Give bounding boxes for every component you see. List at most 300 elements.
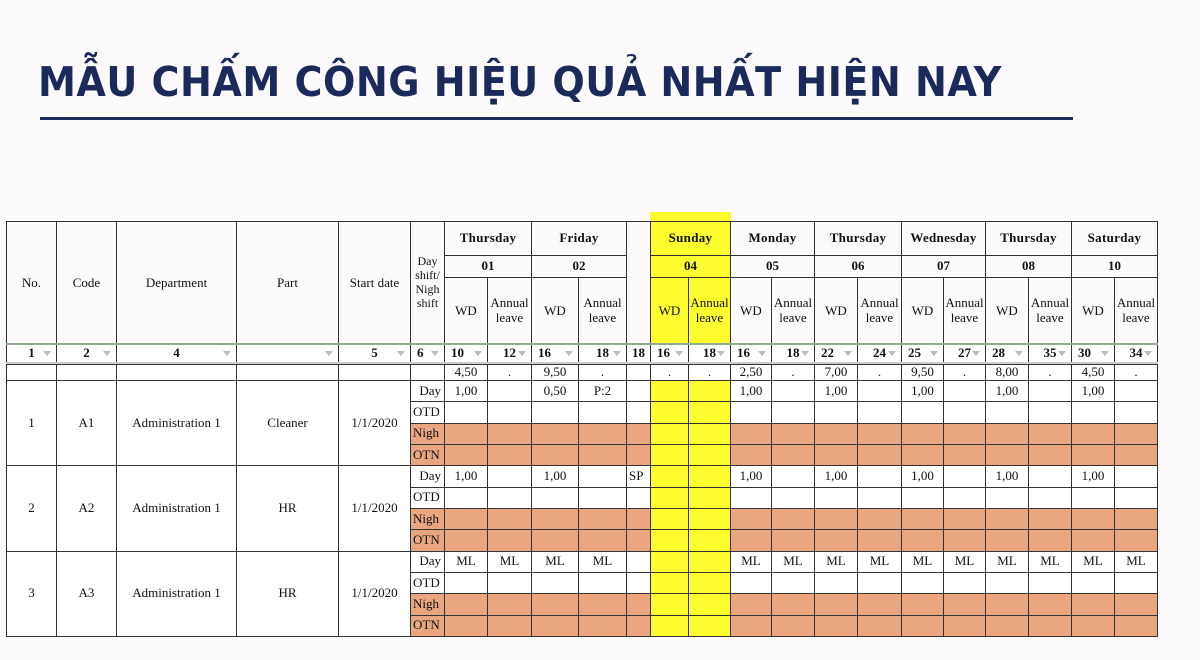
timesheet-cell[interactable] xyxy=(1028,529,1072,551)
summary-wd-total: 4,50 xyxy=(444,364,488,381)
timesheet-cell[interactable] xyxy=(1114,487,1158,509)
timesheet-cell[interactable] xyxy=(985,529,1029,551)
timesheet-cell[interactable]: SP xyxy=(626,465,651,487)
day-date-header: 10 xyxy=(1071,255,1158,278)
timesheet-cell[interactable] xyxy=(857,401,902,423)
filter-dropdown-icon[interactable] xyxy=(801,351,809,356)
filter-extra: 18 xyxy=(626,344,651,363)
timesheet-cell[interactable] xyxy=(444,508,488,530)
timesheet-cell[interactable] xyxy=(730,508,772,530)
timesheet-cell[interactable] xyxy=(531,401,579,423)
filter-dropdown-icon[interactable] xyxy=(1058,351,1066,356)
timesheet-cell[interactable]: 1,00 xyxy=(814,465,858,487)
summary-al-total: . xyxy=(943,364,986,381)
timesheet-cell[interactable] xyxy=(688,380,731,402)
filter-dropdown-icon[interactable] xyxy=(518,351,526,356)
timesheet-cell[interactable] xyxy=(650,508,689,530)
timesheet-cell[interactable] xyxy=(814,572,858,594)
employee-no: 2 xyxy=(6,465,57,551)
filter-start_date[interactable]: 5 xyxy=(338,344,411,363)
timesheet-cell[interactable] xyxy=(1114,401,1158,423)
summary-al-total: . xyxy=(857,364,902,381)
timesheet-cell[interactable] xyxy=(487,444,532,466)
filter-dropdown-icon[interactable] xyxy=(1101,351,1109,356)
timesheet-cell[interactable]: ML xyxy=(730,551,772,573)
timesheet-cell[interactable]: 1,00 xyxy=(1071,465,1115,487)
wd-header: WD xyxy=(650,277,689,345)
filter-dropdown-icon[interactable] xyxy=(103,351,111,356)
timesheet-cell[interactable] xyxy=(626,487,651,509)
timesheet-cell[interactable] xyxy=(688,593,731,615)
employee-department: Administration 1 xyxy=(116,465,237,551)
timesheet-cell[interactable] xyxy=(688,508,731,530)
timesheet-cell[interactable] xyxy=(531,444,579,466)
shift-label: Nigh xyxy=(410,423,445,445)
timesheet-cell[interactable] xyxy=(650,615,689,637)
timesheet-cell[interactable] xyxy=(1071,572,1115,594)
timesheet-cell[interactable] xyxy=(814,508,858,530)
employee-code: A1 xyxy=(56,380,117,466)
timesheet-cell[interactable] xyxy=(901,508,944,530)
wd-header: WD xyxy=(531,277,579,345)
timesheet-cell[interactable] xyxy=(487,593,532,615)
filter-dropdown-icon[interactable] xyxy=(717,351,725,356)
day-name-header: Thursday xyxy=(444,221,532,256)
timesheet-cell[interactable] xyxy=(1071,529,1115,551)
filter-dropdown-icon[interactable] xyxy=(397,351,405,356)
timesheet-cell[interactable] xyxy=(857,380,902,402)
timesheet-cell[interactable] xyxy=(1028,423,1072,445)
timesheet-cell[interactable] xyxy=(626,615,651,637)
timesheet-cell[interactable] xyxy=(1028,615,1072,637)
timesheet-cell[interactable] xyxy=(1114,529,1158,551)
timesheet-cell[interactable] xyxy=(1071,487,1115,509)
timesheet-cell[interactable] xyxy=(814,444,858,466)
timesheet-cell[interactable] xyxy=(578,508,627,530)
timesheet-cell[interactable] xyxy=(1071,423,1115,445)
shift-label: OTN xyxy=(410,529,445,551)
timesheet-cell[interactable] xyxy=(650,529,689,551)
timesheet-cell[interactable] xyxy=(578,401,627,423)
timesheet-cell[interactable] xyxy=(487,529,532,551)
summary-empty xyxy=(626,364,651,381)
timesheet-cell[interactable] xyxy=(626,551,651,573)
day-name-header: Monday xyxy=(730,221,815,256)
timesheet-cell[interactable] xyxy=(650,444,689,466)
filter-dropdown-icon[interactable] xyxy=(325,351,333,356)
timesheet-cell[interactable] xyxy=(688,615,731,637)
summary-wd-total: 8,00 xyxy=(985,364,1029,381)
timesheet-cell[interactable]: ML xyxy=(1028,551,1072,573)
day-date-header: 07 xyxy=(901,255,986,278)
shift-label: Day xyxy=(410,380,445,402)
timesheet-cell[interactable] xyxy=(531,593,579,615)
timesheet-cell[interactable]: 1,00 xyxy=(444,380,488,402)
timesheet-cell[interactable]: ML xyxy=(487,551,532,573)
timesheet-cell[interactable] xyxy=(650,551,689,573)
timesheet-cell[interactable] xyxy=(771,401,815,423)
filter-dropdown-icon[interactable] xyxy=(474,351,482,356)
day-date-header: 06 xyxy=(814,255,902,278)
summary-wd-total: 4,50 xyxy=(1071,364,1115,381)
timesheet-cell[interactable] xyxy=(1028,593,1072,615)
timesheet-cell[interactable] xyxy=(943,423,986,445)
timesheet-cell[interactable] xyxy=(531,572,579,594)
timesheet-cell[interactable] xyxy=(487,572,532,594)
timesheet-cell[interactable] xyxy=(857,572,902,594)
timesheet-cell[interactable]: ML xyxy=(814,551,858,573)
timesheet-cell[interactable] xyxy=(650,487,689,509)
timesheet-cell[interactable] xyxy=(943,572,986,594)
timesheet-cell[interactable] xyxy=(857,508,902,530)
filter-wd[interactable]: 10 xyxy=(444,344,488,363)
timesheet-cell[interactable] xyxy=(943,444,986,466)
shift-label: Day xyxy=(410,465,445,487)
day-date-header: 02 xyxy=(531,255,627,278)
timesheet-cell[interactable] xyxy=(901,529,944,551)
timesheet-cell[interactable] xyxy=(730,487,772,509)
timesheet-cell[interactable] xyxy=(531,508,579,530)
filter-dropdown-icon[interactable] xyxy=(223,351,231,356)
timesheet-cell[interactable]: 1,00 xyxy=(1071,380,1115,402)
timesheet-cell[interactable]: ML xyxy=(1114,551,1158,573)
timesheet-cell[interactable] xyxy=(985,401,1029,423)
timesheet-cell[interactable]: ML xyxy=(771,551,815,573)
timesheet-cell[interactable] xyxy=(901,401,944,423)
summary-wd-total: 9,50 xyxy=(531,364,579,381)
timesheet-cell[interactable] xyxy=(626,593,651,615)
timesheet-cell[interactable] xyxy=(771,593,815,615)
timesheet-cell[interactable] xyxy=(814,529,858,551)
header-part: Part xyxy=(236,221,339,345)
summary-al-total: . xyxy=(487,364,532,381)
timesheet-cell[interactable]: 1,00 xyxy=(730,465,772,487)
shift-label: OTD xyxy=(410,487,445,509)
employee-no: 3 xyxy=(6,551,57,637)
timesheet-cell[interactable]: ML xyxy=(444,551,488,573)
wd-header: WD xyxy=(730,277,772,345)
timesheet-cell[interactable]: 1,00 xyxy=(901,465,944,487)
timesheet-cell[interactable] xyxy=(1071,593,1115,615)
summary-al-total: . xyxy=(578,364,627,381)
day-name-header: Wednesday xyxy=(901,221,986,256)
timesheet-cell[interactable] xyxy=(771,508,815,530)
filter-dropdown-icon[interactable] xyxy=(675,351,683,356)
timesheet-cell[interactable] xyxy=(1028,401,1072,423)
timesheet-cell[interactable] xyxy=(578,572,627,594)
filter-dropdown-icon[interactable] xyxy=(844,351,852,356)
timesheet-cell[interactable] xyxy=(1114,380,1158,402)
timesheet-cell[interactable] xyxy=(1028,487,1072,509)
timesheet-cell[interactable] xyxy=(943,615,986,637)
page-title: MẪU CHẤM CÔNG HIỆU QUẢ NHẤT HIỆN NAY xyxy=(38,58,1002,106)
annual-leave-header: Annual leave xyxy=(1114,277,1158,345)
filter-shift[interactable]: 6 xyxy=(410,344,445,363)
timesheet-cell[interactable] xyxy=(688,423,731,445)
summary-wd-total: 9,50 xyxy=(901,364,944,381)
timesheet-cell[interactable]: ML xyxy=(943,551,986,573)
timesheet-cell[interactable] xyxy=(531,529,579,551)
timesheet-cell[interactable] xyxy=(688,529,731,551)
header-shift: Day shift/ Nigh shift xyxy=(410,221,445,345)
timesheet-cell[interactable] xyxy=(487,380,532,402)
filter-wd[interactable]: 25 xyxy=(901,344,944,363)
timesheet-cell[interactable] xyxy=(626,401,651,423)
filter-annual-leave[interactable]: 35 xyxy=(1028,344,1072,363)
timesheet-cell[interactable] xyxy=(943,508,986,530)
filter-no[interactable]: 1 xyxy=(6,344,57,363)
shift-label: Nigh xyxy=(410,508,445,530)
filter-dropdown-icon[interactable] xyxy=(930,351,938,356)
summary-al-total: . xyxy=(771,364,815,381)
summary-wd-total: 2,50 xyxy=(730,364,772,381)
filter-department[interactable]: 4 xyxy=(116,344,237,363)
timesheet-cell[interactable] xyxy=(814,593,858,615)
timesheet-cell[interactable] xyxy=(444,487,488,509)
filter-dropdown-icon[interactable] xyxy=(431,351,439,356)
timesheet-cell[interactable] xyxy=(1114,615,1158,637)
timesheet-cell[interactable] xyxy=(943,380,986,402)
annual-leave-header: Annual leave xyxy=(857,277,902,345)
timesheet-cell[interactable] xyxy=(814,423,858,445)
timesheet-cell[interactable] xyxy=(771,423,815,445)
timesheet-cell[interactable] xyxy=(650,423,689,445)
day-date-header: 04 xyxy=(650,255,731,278)
timesheet-cell[interactable] xyxy=(901,593,944,615)
timesheet-cell[interactable] xyxy=(943,529,986,551)
timesheet-cell[interactable] xyxy=(688,487,731,509)
filter-dropdown-icon[interactable] xyxy=(758,351,766,356)
timesheet-cell[interactable] xyxy=(857,423,902,445)
timesheet-cell[interactable] xyxy=(487,423,532,445)
timesheet-cell[interactable] xyxy=(901,572,944,594)
timesheet-cell[interactable] xyxy=(730,615,772,637)
timesheet-cell[interactable] xyxy=(531,487,579,509)
filter-wd[interactable]: 22 xyxy=(814,344,858,363)
timesheet-cell[interactable] xyxy=(943,401,986,423)
filter-annual-leave[interactable]: 27 xyxy=(943,344,986,363)
timesheet-cell[interactable] xyxy=(1114,444,1158,466)
filter-dropdown-icon[interactable] xyxy=(1144,351,1152,356)
timesheet-cell[interactable] xyxy=(730,572,772,594)
filter-wd[interactable]: 16 xyxy=(650,344,689,363)
timesheet-cell[interactable] xyxy=(771,380,815,402)
timesheet-cell[interactable]: 1,00 xyxy=(985,465,1029,487)
filter-annual-leave[interactable]: 12 xyxy=(487,344,532,363)
filter-dropdown-icon[interactable] xyxy=(43,351,51,356)
timesheet-cell[interactable] xyxy=(1028,572,1072,594)
timesheet-cell[interactable] xyxy=(487,487,532,509)
timesheet-cell[interactable]: 1,00 xyxy=(985,380,1029,402)
timesheet-cell[interactable] xyxy=(688,551,731,573)
shift-label: OTN xyxy=(410,444,445,466)
timesheet-cell[interactable] xyxy=(985,508,1029,530)
timesheet-cell[interactable]: ML xyxy=(531,551,579,573)
timesheet-cell[interactable] xyxy=(578,487,627,509)
timesheet-cell[interactable] xyxy=(444,444,488,466)
timesheet-cell[interactable] xyxy=(1114,593,1158,615)
timesheet-cell[interactable] xyxy=(985,615,1029,637)
timesheet-cell[interactable] xyxy=(857,444,902,466)
timesheet-cell[interactable] xyxy=(688,465,731,487)
timesheet-cell[interactable]: ML xyxy=(1071,551,1115,573)
timesheet-cell[interactable] xyxy=(901,444,944,466)
filter-wd[interactable]: 30 xyxy=(1071,344,1115,363)
filter-dropdown-icon[interactable] xyxy=(613,351,621,356)
timesheet-cell[interactable] xyxy=(985,423,1029,445)
timesheet-cell[interactable] xyxy=(1071,444,1115,466)
timesheet-cell[interactable] xyxy=(901,423,944,445)
timesheet-cell[interactable] xyxy=(730,444,772,466)
timesheet-cell[interactable] xyxy=(771,529,815,551)
timesheet-cell[interactable] xyxy=(730,593,772,615)
timesheet-cell[interactable]: 1,00 xyxy=(730,380,772,402)
timesheet-cell[interactable] xyxy=(688,444,731,466)
timesheet-cell[interactable] xyxy=(487,508,532,530)
wd-header: WD xyxy=(985,277,1029,345)
day-name-header: Sunday xyxy=(650,221,731,256)
timesheet-cell[interactable] xyxy=(578,529,627,551)
timesheet-cell[interactable] xyxy=(650,401,689,423)
filter-annual-leave[interactable]: 18 xyxy=(688,344,731,363)
timesheet-cell[interactable] xyxy=(1071,401,1115,423)
timesheet-cell[interactable] xyxy=(650,380,689,402)
timesheet-cell[interactable]: 1,00 xyxy=(901,380,944,402)
timesheet-cell[interactable]: ML xyxy=(857,551,902,573)
timesheet-cell[interactable] xyxy=(626,380,651,402)
timesheet-cell[interactable] xyxy=(771,487,815,509)
timesheet-cell[interactable] xyxy=(857,615,902,637)
timesheet-cell[interactable] xyxy=(943,593,986,615)
timesheet-cell[interactable] xyxy=(578,593,627,615)
filter-annual-leave[interactable]: 24 xyxy=(857,344,902,363)
timesheet-cell[interactable] xyxy=(730,423,772,445)
filter-wd[interactable]: 16 xyxy=(531,344,579,363)
filter-annual-leave[interactable]: 18 xyxy=(578,344,627,363)
timesheet-cell[interactable]: ML xyxy=(901,551,944,573)
timesheet-cell[interactable] xyxy=(444,593,488,615)
timesheet-cell[interactable]: P:2 xyxy=(578,380,627,402)
filter-wd[interactable]: 16 xyxy=(730,344,772,363)
timesheet-cell[interactable] xyxy=(1028,465,1072,487)
timesheet-cell[interactable] xyxy=(578,444,627,466)
summary-wd-total: . xyxy=(650,364,689,381)
employee-department: Administration 1 xyxy=(116,551,237,637)
timesheet-cell[interactable] xyxy=(626,572,651,594)
shift-label: Day xyxy=(410,551,445,573)
timesheet-cell[interactable] xyxy=(985,487,1029,509)
timesheet-cell[interactable] xyxy=(444,572,488,594)
day-date-header: 05 xyxy=(730,255,815,278)
filter-dropdown-icon[interactable] xyxy=(1015,351,1023,356)
timesheet-cell[interactable] xyxy=(771,465,815,487)
timesheet-cell[interactable] xyxy=(578,615,627,637)
filter-dropdown-icon[interactable] xyxy=(565,351,573,356)
timesheet-cell[interactable] xyxy=(901,615,944,637)
timesheet-cell[interactable] xyxy=(1114,423,1158,445)
timesheet-cell[interactable] xyxy=(814,615,858,637)
timesheet-cell[interactable] xyxy=(444,423,488,445)
annual-leave-header: Annual leave xyxy=(943,277,986,345)
shift-label: OTN xyxy=(410,615,445,637)
timesheet-cell[interactable] xyxy=(650,465,689,487)
timesheet-cell[interactable] xyxy=(626,529,651,551)
timesheet-cell[interactable] xyxy=(487,401,532,423)
timesheet-cell[interactable] xyxy=(985,593,1029,615)
filter-part[interactable] xyxy=(236,344,339,363)
timesheet-cell[interactable] xyxy=(487,615,532,637)
timesheet-cell[interactable] xyxy=(1114,465,1158,487)
timesheet-cell[interactable] xyxy=(444,529,488,551)
timesheet-cell[interactable] xyxy=(1114,572,1158,594)
timesheet-cell[interactable]: ML xyxy=(985,551,1029,573)
timesheet-cell[interactable] xyxy=(688,401,731,423)
timesheet-cell[interactable] xyxy=(1071,615,1115,637)
employee-start-date: 1/1/2020 xyxy=(338,380,411,466)
timesheet-cell[interactable] xyxy=(771,615,815,637)
timesheet-cell[interactable] xyxy=(1071,508,1115,530)
timesheet-cell[interactable] xyxy=(730,401,772,423)
timesheet-cell[interactable]: ML xyxy=(578,551,627,573)
filter-wd[interactable]: 28 xyxy=(985,344,1029,363)
timesheet-cell[interactable] xyxy=(771,444,815,466)
timesheet-cell[interactable] xyxy=(985,444,1029,466)
timesheet-cell[interactable] xyxy=(626,423,651,445)
timesheet-cell[interactable] xyxy=(578,465,627,487)
timesheet-cell[interactable] xyxy=(444,401,488,423)
timesheet-cell[interactable] xyxy=(857,529,902,551)
timesheet-cell[interactable] xyxy=(857,487,902,509)
timesheet-cell[interactable]: 1,00 xyxy=(531,465,579,487)
timesheet-cell[interactable] xyxy=(688,572,731,594)
timesheet-cell[interactable] xyxy=(626,508,651,530)
timesheet-cell[interactable] xyxy=(730,529,772,551)
timesheet-cell[interactable] xyxy=(1028,444,1072,466)
filter-code[interactable]: 2 xyxy=(56,344,117,363)
timesheet-cell[interactable] xyxy=(814,487,858,509)
timesheet-cell[interactable] xyxy=(1114,508,1158,530)
timesheet-cell[interactable] xyxy=(531,615,579,637)
timesheet-cell[interactable] xyxy=(943,487,986,509)
timesheet-cell[interactable] xyxy=(650,572,689,594)
timesheet-cell[interactable] xyxy=(901,487,944,509)
filter-annual-leave[interactable]: 34 xyxy=(1114,344,1158,363)
wd-header: WD xyxy=(444,277,488,345)
timesheet-cell[interactable] xyxy=(650,593,689,615)
timesheet-cell[interactable] xyxy=(1028,380,1072,402)
timesheet-cell[interactable] xyxy=(444,615,488,637)
filter-dropdown-icon[interactable] xyxy=(972,351,980,356)
timesheet-cell[interactable] xyxy=(857,465,902,487)
timesheet-cell[interactable] xyxy=(943,465,986,487)
timesheet-cell[interactable] xyxy=(857,593,902,615)
timesheet-cell[interactable]: 1,00 xyxy=(814,380,858,402)
timesheet-cell[interactable] xyxy=(1028,508,1072,530)
timesheet-cell[interactable]: 0,50 xyxy=(531,380,579,402)
filter-dropdown-icon[interactable] xyxy=(888,351,896,356)
timesheet-cell[interactable] xyxy=(626,444,651,466)
timesheet-cell[interactable] xyxy=(578,423,627,445)
employee-part: HR xyxy=(236,551,339,637)
timesheet-cell[interactable] xyxy=(531,423,579,445)
timesheet-cell[interactable] xyxy=(487,465,532,487)
timesheet-cell[interactable]: 1,00 xyxy=(444,465,488,487)
timesheet-cell[interactable] xyxy=(985,572,1029,594)
timesheet-cell[interactable] xyxy=(814,401,858,423)
timesheet-cell[interactable] xyxy=(771,572,815,594)
day-name-header: Friday xyxy=(531,221,627,256)
filter-annual-leave[interactable]: 18 xyxy=(771,344,815,363)
